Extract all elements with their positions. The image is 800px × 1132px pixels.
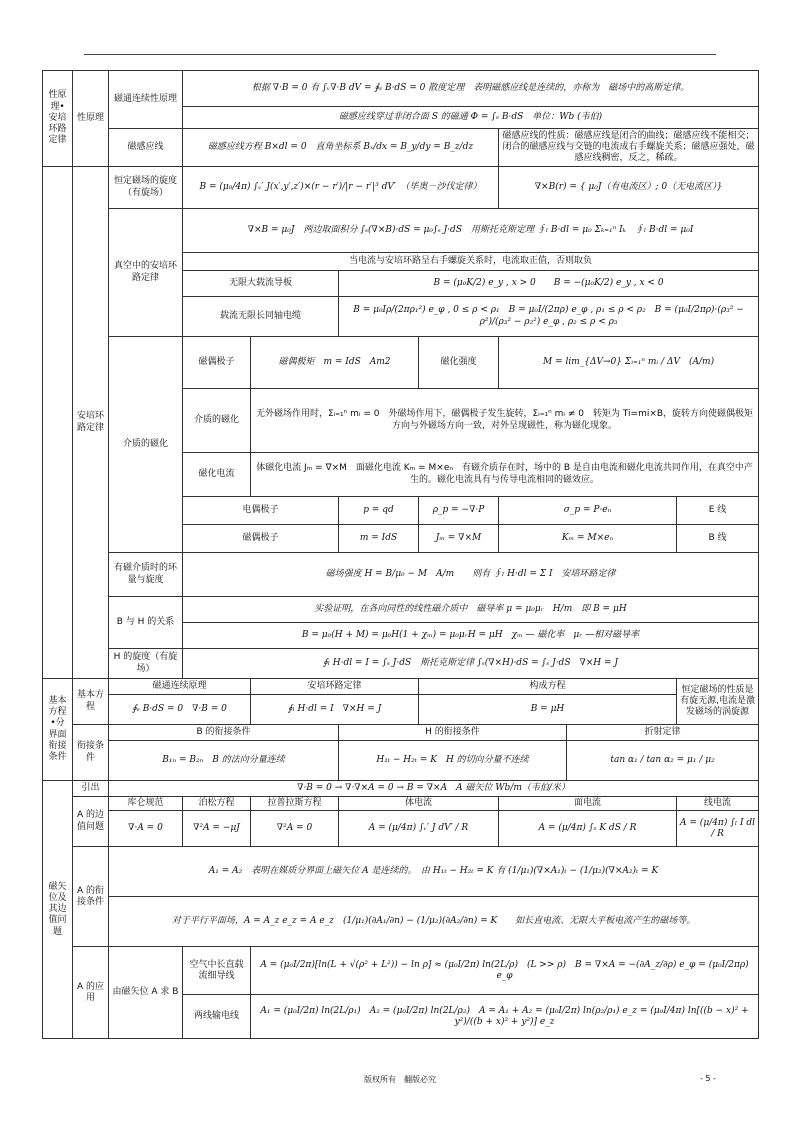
section-label-vector: 磁矢位及其边值问题 bbox=[43, 781, 73, 1039]
hcurl-eq: ∮ₗ H·dl = I = ∫ₛ J·dS 斯托克斯定律 ∫ₛ(∇×H)·dS = ∫ₛ J·dS ∇×H = J bbox=[183, 649, 759, 679]
coax-eq: B = μ₀Iρ/(2πρ₁²) e_φ , 0 ≤ ρ < ρ₁ B = μ₀I/(2πρ) e_φ , ρ₁ ≤ ρ < ρ₂ B = (μ₀I/2πρ)·(ρ₃² − ρ²)/(ρ₃² − ρ₂²) e_φ , ρ₂ ≤ ρ < ρ₃ bbox=[339, 297, 759, 337]
bh-row2: B = μ₀(H + M) = μ₀H(1 + χₘ) = μ₀μᵣH = μH χₘ — 磁化率 μᵣ —相对磁导率 bbox=[183, 623, 759, 649]
basic-header-constitutive: 构成方程 bbox=[419, 679, 677, 695]
bvp-col-volume: 体电流 bbox=[339, 797, 499, 811]
magnetization-label: 介质的磁化 bbox=[109, 337, 183, 553]
section-sublabel-basic: 基本方程 bbox=[73, 679, 109, 725]
sheet-eq: B = (μ₀K/2) e_y , x > 0 B = −(μ₀K/2) e_y , x < 0 bbox=[339, 271, 759, 297]
page-number: - 5 - bbox=[700, 1074, 716, 1083]
basic-eq-flux: ∮ₛ B·dS = 0 ∇·B = 0 bbox=[109, 695, 251, 725]
hcurl-label: H 的旋度（有旋场） bbox=[109, 649, 183, 679]
medium-ampere-label: 有磁介质时的环量与旋度 bbox=[109, 553, 183, 597]
dipole-label: 磁偶极子 bbox=[183, 337, 251, 389]
bvp-eq-poisson: ∇²A = −μJ bbox=[183, 811, 251, 847]
basic-note: 恒定磁场的性质是有旋无源,电流是激发磁场的涡旋源 bbox=[677, 679, 759, 725]
section-sublabel-ampere: 安培环路定律 bbox=[73, 167, 109, 679]
bvp-eq-volume: A = (μ/4π) ∫ᵥ′ J dV′ / R bbox=[339, 811, 499, 847]
magnetic-dipole-j: Jₘ = ∇×M bbox=[419, 525, 499, 553]
bvp-col-laplace: 拉普拉斯方程 bbox=[251, 797, 339, 811]
medium-magnetization-label: 介质的磁化 bbox=[183, 389, 251, 453]
medium-ampere-eq: 磁场强度 H = B/μ₀ − M A/m 则有 ∮ₗ H·dl = Σ I 安培环路定律 bbox=[183, 553, 759, 597]
intensity-label: 磁化强度 bbox=[419, 337, 499, 389]
boundary-eq-b: B₁ₙ = B₂ₙ B 的法向分量连续 bbox=[109, 741, 339, 781]
medium-magnetization-text: 无外磁场作用时，Σᵢ₌₁ⁿ mᵢ = 0 外磁场作用下，磁偶极子发生旋转，Σᵢ₌₁ⁿ mᵢ ≠ 0 转矩为 Ti=mi×B，旋转方向使磁偶极矩方向与外磁场方向一致，对外呈现磁性，称为磁化现象。 bbox=[251, 389, 759, 453]
magnetic-dipole-label: 磁偶极子 bbox=[183, 525, 339, 553]
wire-eq: A = (μ₀I/2π)[ln(L + √(ρ² + L²)) − ln ρ] ≈ (μ₀I/2π) ln(2L/ρ) (L >> ρ) B = ∇×A = −(∂A_z/∂ρ) e_φ = (μ₀I/2πρ) e_φ bbox=[251, 947, 759, 995]
dipole-moment-eq: 磁偶极矩 m = IdS Am2 bbox=[251, 337, 419, 389]
vector-cond-eq2: 对于平行平面场，A = A_z e_z = A e_z (1/μ₁)(∂A₁/∂n) − (1/μ₂)(∂A₂/∂n) = K 如长直电流、无限大平板电流产生的磁场等。 bbox=[109, 897, 759, 947]
constant-curl-label: 恒定磁场的旋度（有旋场） bbox=[109, 167, 183, 209]
basic-header-ampere: 安培环路定律 bbox=[251, 679, 419, 695]
basic-eq-constitutive: B = μH bbox=[419, 695, 677, 725]
electric-dipole-p: p = qd bbox=[339, 497, 419, 525]
vector-app-label: A 的应用 bbox=[73, 947, 109, 1039]
vector-cond-label: A 的衔接条件 bbox=[73, 847, 109, 947]
basic-eq-ampere: ∮ₗ H·dl = I ∇×H = J bbox=[251, 695, 419, 725]
bvp-eq-surface: A = (μ/4π) ∫ₛ K dS / R bbox=[499, 811, 677, 847]
header-rule bbox=[84, 54, 716, 55]
boundary-eq-refraction: tan α₁ / tan α₂ = μ₁ / μ₂ bbox=[567, 741, 759, 781]
bvp-col-coulomb: 库仑规范 bbox=[109, 797, 183, 811]
boundary-header-refraction: 折射定律 bbox=[567, 725, 759, 741]
vector-intro-label: 引出 bbox=[73, 781, 109, 797]
flux-definition-eq: 磁感应线穿过非闭合面 S 的磁通 Φ = ∫ₛ B·dS 单位：Wb (韦伯) bbox=[183, 107, 759, 129]
twin-wire-label: 两线输电线 bbox=[183, 995, 251, 1039]
vector-bvp-label: A 的边值问题 bbox=[73, 797, 109, 847]
sheet-label: 无限大载流导板 bbox=[183, 271, 339, 297]
ampere-vacuum-eq: ∇×B = μ₀J 两边取面积分 ∫ₛ(∇×B)·dS = μ₀∫ₛ J·dS 用斯托克斯定理 ∮ₗ B·dl = μ₀ Σₖ₌₁ⁿ Iₖ ∮ₗ B·dl = μ₀I bbox=[183, 209, 759, 253]
electric-dipole-sigma: σ_p = P·eₙ bbox=[499, 497, 677, 525]
section-label-flux: 性原理•安培环路定律 bbox=[43, 71, 73, 167]
ampere-sign-rule: 当电流与安培环路呈右手螺旋关系时，电流取正值，否则取负 bbox=[183, 253, 759, 271]
section-sublabel-boundary: 衔接条件 bbox=[73, 725, 109, 781]
bvp-eq-line: A = (μ/4π) ∫ₗ I dl / R bbox=[677, 811, 759, 847]
coax-label: 载流无限长同轴电缆 bbox=[183, 297, 339, 337]
flux-divergence-eq: 根据 ∇·B = 0 有 ∫ᵥ∇·B dV = ∮ₛ B·dS = 0 散度定理 表明磁感应线是连续的，亦称为 磁场中的高斯定律。 bbox=[183, 71, 759, 107]
bvp-eq-laplace: ∇²A = 0 bbox=[251, 811, 339, 847]
twin-wire-eq: A₁ = (μ₀I/2π) ln(2L/ρ₁) A₂ = (μ₀I/2π) ln(2L/ρ₂) A = A₁ + A₂ = (μ₀I/2π) ln(ρ₂/ρ₁) e_z = (μ₀I/4π) ln[((b − x)² + y²)/((b + x)² + y²)] e_z bbox=[251, 995, 759, 1039]
magnetic-dipole-m: m = IdS bbox=[339, 525, 419, 553]
vector-intro-eq: ∇·B = 0 → ∇·∇×A = 0 → B = ∇×A A 磁矢位 Wb/m（韦伯/米） bbox=[109, 781, 759, 797]
bline-equation: 磁感应线方程 B×dl = 0 直角坐标系 Bₓ/dx = B_y/dy = B_z/dz bbox=[183, 129, 499, 167]
boundary-eq-h: H₁ₜ − H₂ₜ = K H 的切向分量不连续 bbox=[339, 741, 567, 781]
bvp-eq-coulomb: ∇·A = 0 bbox=[109, 811, 183, 847]
vector-app-sublabel: 由磁矢位 A 求 B bbox=[109, 947, 183, 1039]
bvp-col-surface: 面电流 bbox=[499, 797, 677, 811]
basic-header-flux: 磁通连续原理 bbox=[109, 679, 251, 695]
bline-properties: 磁感应线的性质：磁感应线是闭合的曲线；磁感应线不能相交；闭合的磁感应线与交链的电流成右手螺旋关系；磁感应强处，磁感应线稠密，反之，稀疏。 bbox=[499, 129, 759, 167]
biot-savart-eq: B = (μ₀/4π) ∫ᵥ′ J(x′,y′,z′)×(r − r′)/|r − r′|³ dV′ （毕奥－沙伐定律） bbox=[183, 167, 499, 209]
bvp-col-line: 线电流 bbox=[677, 797, 759, 811]
wire-label: 空气中长直载流细导线 bbox=[183, 947, 251, 995]
magnetization-current-label: 磁化电流 bbox=[183, 453, 251, 497]
section-sublabel-flux: 性原理 bbox=[73, 71, 109, 167]
magnetic-dipole-k: Kₘ = M×eₙ bbox=[499, 525, 677, 553]
bline-label: 磁感应线 bbox=[109, 129, 183, 167]
section-label-basic: 基本方程•分界面衔接条件 bbox=[43, 679, 73, 781]
ampere-vacuum-label: 真空中的安培环路定律 bbox=[109, 209, 183, 337]
formula-table bbox=[42, 70, 759, 1039]
intensity-eq: M = lim_{ΔV→0} Σᵢ₌₁ⁿ mᵢ / ΔV (A/m) bbox=[499, 337, 759, 389]
vector-cond-eq1: A₁ = A₂ 表明在媒质分界面上磁矢位 A 是连续的。 由 H₁ₜ − H₂ₜ = K 有 (1/μ₁)(∇×A₁)ₜ − (1/μ₂)(∇×A₂)ₜ = K bbox=[109, 847, 759, 897]
electric-dipole-label: 电偶极子 bbox=[183, 497, 339, 525]
bh-label: B 与 H 的关系 bbox=[109, 597, 183, 649]
bh-row1: 实验证明，在各向同性的线性磁介质中 磁导率 μ = μ₀μᵣ H/m 即 B = μH bbox=[183, 597, 759, 623]
bvp-col-poisson: 泊松方程 bbox=[183, 797, 251, 811]
flux-label: 磁通连续性原理 bbox=[109, 71, 183, 129]
section-label-ampere bbox=[43, 167, 73, 679]
boundary-header-h: H 的衔接条件 bbox=[339, 725, 567, 741]
electric-dipole-line: E 线 bbox=[677, 497, 759, 525]
footer-copyright: 版权所有 翻版必究 bbox=[364, 1075, 436, 1084]
electric-dipole-rho: ρ_p = −∇·P bbox=[419, 497, 499, 525]
boundary-header-b: B 的衔接条件 bbox=[109, 725, 339, 741]
constant-curl-eq: ∇×B(r) = { μ₀J（有电流区）; 0（无电流区）} bbox=[499, 167, 759, 209]
magnetization-current-text: 体磁化电流 Jₘ = ∇×M 面磁化电流 Kₘ = M×eₙ 有磁介质存在时，场中的 B 是自由电流和磁化电流共同作用，在真空中产生的。磁化电流具有与传导电流相同的磁效应。 bbox=[251, 453, 759, 497]
magnetic-dipole-line: B 线 bbox=[677, 525, 759, 553]
